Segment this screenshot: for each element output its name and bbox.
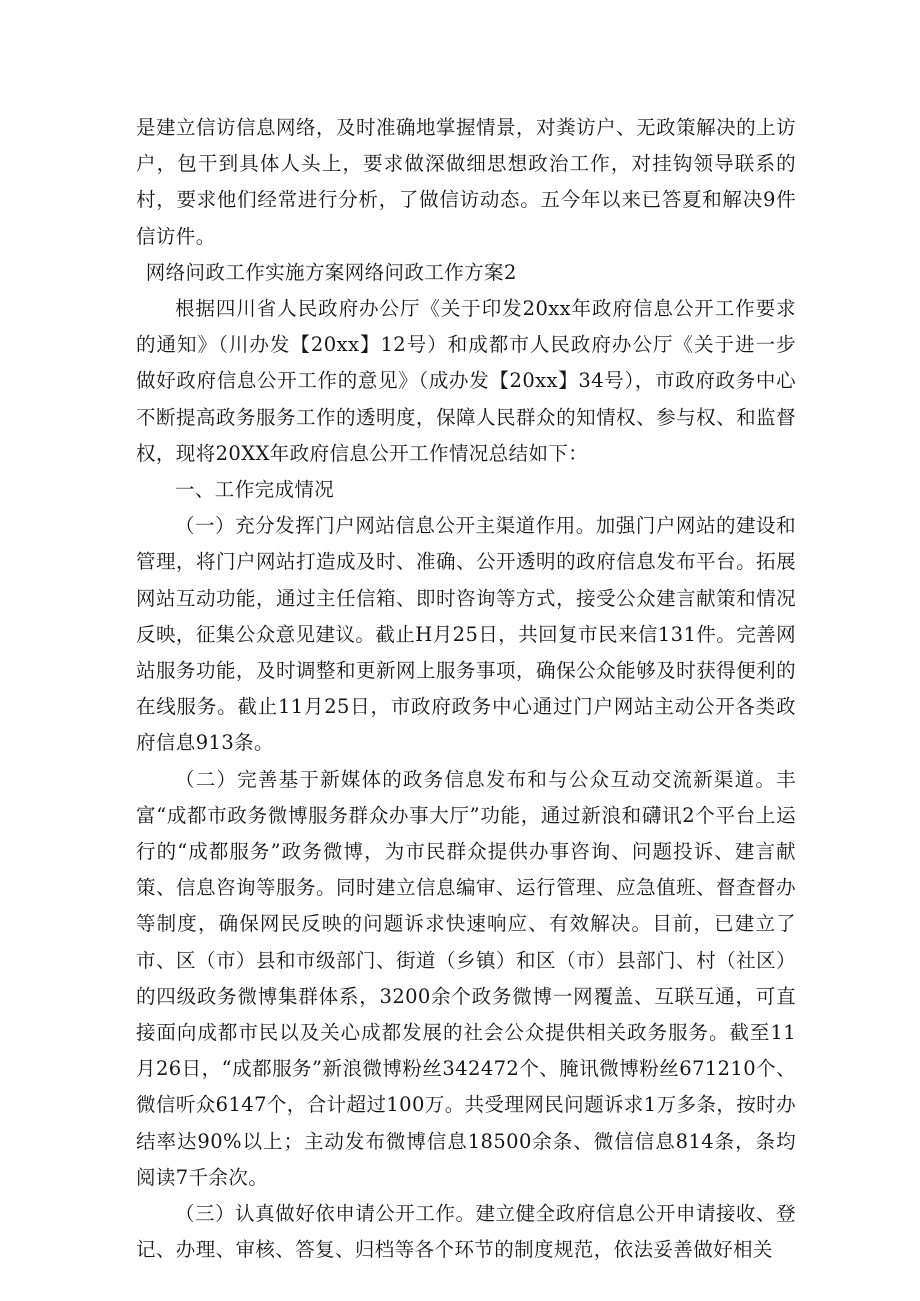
paragraph-petition-info: 是建立信访信息网络，及时准确地掌握情景，对粪访户、无政策解决的上访户，包干到具体人头上，要求做深做细思想政治工作，对挂钩领导联系的村，要求他们经常进行分析，了做信访动态。五今年以来已答夏和解决9件信访件。 xyxy=(136,116,796,248)
paragraph-intro: 根据四川省人民政府办公厅《关于印发20xx年政府信息公开工作要求的通知》（川办发【20xx】12号）和成都市人民政府办公厅《关于进一步做好政府信息公开工作的意见》（成办发【20xx】34号），市政府政务中心不断提高政务服务工作的透明度，保障人民群众的知情权、参与权、和监督权，现将20XX年政府信息公开工作情况总结如下： xyxy=(136,297,796,465)
section-heading-work-completion: 一、工作完成情况 xyxy=(175,478,335,502)
paragraph-new-media: （二）完善基于新媒体的政务信息发布和与公众互动交流新渠道。丰富“成都市政务微博服务群众办事大厅”功能，通过新浪和礴讯2个平台上运行的“成都服务”政务微博，为市民群众提供办事咨询、问题投诉、建言献策、信息咨询等服务。同时建立信息编审、运行管理、应急值班、督查督办等制度，确保网民反映的问题诉求快速响应、有效解决。目前，已建立了市、区（市）县和市级部门、街道（乡镇）和区（市）县部门、村（社区）的四级政务微博集群体系，3200余个政务微博一网覆盖、互联互通，可直接面向成都市民以及关心成都发展的社会公众提供相关政务服务。截至11月26日，“成都服务”新浪微博粉丝342472个、腌讯微博粉丝671210个、微信听众6147个，合计超过100万。共受理网民问题诉求1万多条，按时办结率达90%以上；主动发布微博信息18500余条、微信信息814条，条均阅读7千余次。 xyxy=(136,767,796,1189)
paragraph-portal-website: （一）充分发挥门户网站信息公开主渠道作用。加强门户网站的建设和管理，将门户网站打造成及时、准确、公开透明的政府信息发布平台。拓展网站互动功能，通过主任信箱、即时咨询等方式，接受公众建言献策和情况反映，征集公众意见建议。截止H月25日，共回复市民来信131件。完善网站服务功能，及时调整和更新网上服务事项，确保公众能够及时获得便利的在线服务。截止11月25日，市政府政务中心通过门户网站主动公开各类政府信息913条。 xyxy=(136,514,796,755)
document-body xyxy=(136,110,796,1269)
document-title: 网络问政工作实施方案网络问政工作方案2 xyxy=(145,260,517,284)
paragraph-application-disclosure: （三）认真做好依申请公开工作。建立健全政府信息公开申请接收、登记、办理、审核、答复、归档等各个环节的制度规范，依法妥善做好相关 xyxy=(136,1202,796,1262)
